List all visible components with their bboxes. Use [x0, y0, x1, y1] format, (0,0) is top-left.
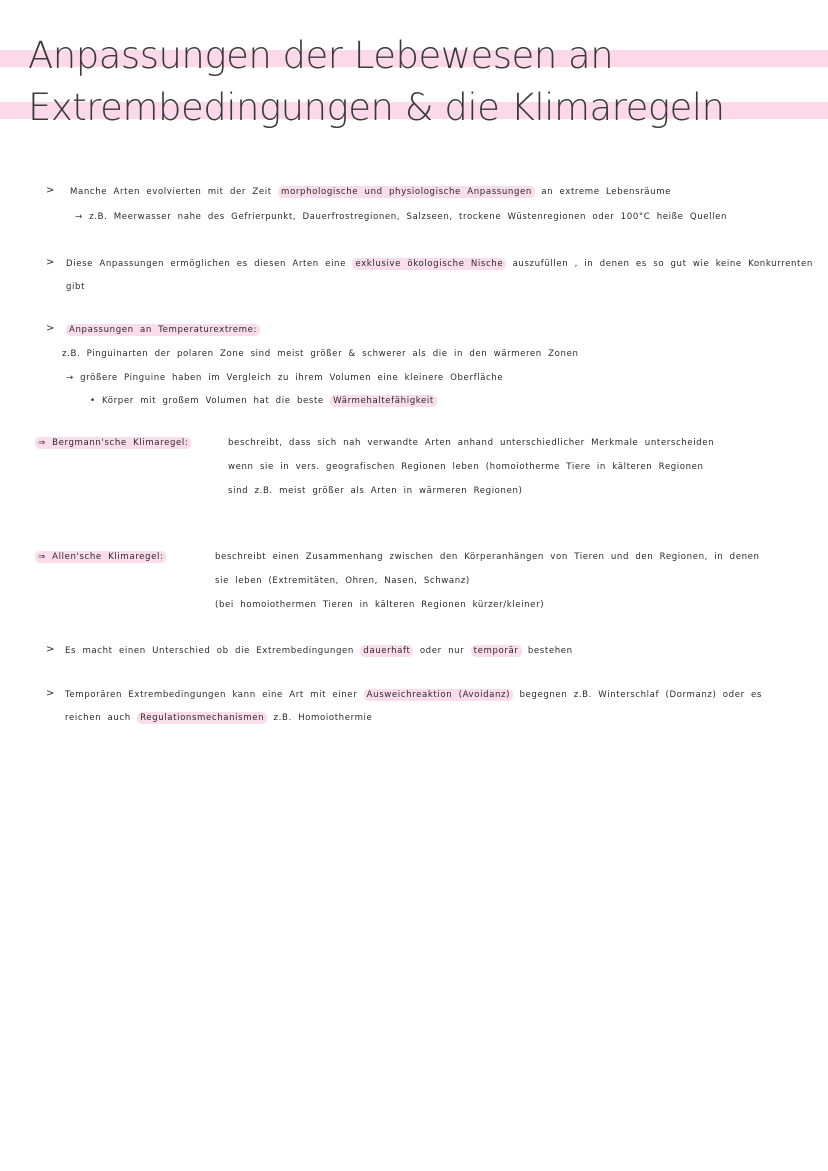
page-title-line-2: Extrembedingungen & die Klimaregeln: [28, 86, 725, 129]
note-text: → z.B. Meerwasser nahe des Gefrierpunkt, Dauerfrostregionen, Salzseen, trockene Wüstenregionen oder 100°C heiße Quellen: [75, 212, 728, 222]
note-text: Temporären Extrembedingungen kann eine Art mit einer: [65, 690, 364, 700]
note-text: (bei homoiothermen Tieren in kälteren Regionen kürzer/kleiner): [215, 600, 545, 610]
note-text: Es macht einen Unterschied ob die Extrembedingungen: [65, 646, 361, 656]
note-line: [228, 462, 704, 472]
note-text: wenn sie in vers. geografischen Regionen leben (homoiotherme Tiere in kälteren Regionen: [228, 462, 704, 472]
note-text: sind z.B. meist größer als Arten in wärmeren Regionen): [228, 486, 523, 496]
page-title-line-1: Anpassungen der Lebewesen an: [28, 34, 614, 77]
bullet-marker: >: [46, 688, 55, 699]
highlighted-text: Anpassungen an Temperaturextreme:: [66, 324, 260, 336]
note-text: auszufüllen , in denen es so gut wie keine Konkurrenten: [506, 259, 813, 269]
note-line: [65, 690, 762, 700]
note-line: [90, 396, 437, 406]
note-text: sie leben (Extremitäten, Ohren, Nasen, Schwanz): [215, 576, 470, 586]
highlighted-text: temporär: [471, 645, 522, 657]
note-line: [62, 349, 579, 359]
note-line: [66, 373, 503, 383]
bullet-marker: >: [46, 185, 55, 196]
bullet-marker: >: [46, 257, 55, 268]
note-line: [66, 282, 85, 292]
note-text: Diese Anpassungen ermöglichen es diesen Arten eine: [66, 259, 353, 269]
highlighted-text: dauerhaft: [360, 645, 413, 657]
highlighted-text: ⇒ Allen'sche Klimaregel:: [35, 551, 166, 563]
note-text: → größere Pinguine haben im Vergleich zu ihrem Volumen eine kleinere Oberfläche: [66, 373, 504, 383]
note-text: beschreibt, dass sich nah verwandte Arten anhand unterschiedlicher Merkmale unterscheiden: [228, 438, 715, 448]
note-line: [65, 646, 573, 656]
note-text: an extreme Lebensräume: [534, 187, 672, 197]
note-line: [70, 187, 671, 197]
note-text: • Körper mit großem Volumen hat die beste: [90, 396, 331, 406]
highlighted-text: morphologische und physiologische Anpassungen: [278, 186, 535, 198]
note-text: bestehen: [521, 646, 573, 656]
note-text: oder nur: [413, 646, 471, 656]
note-line: [75, 212, 727, 222]
note-text: begegnen z.B. Winterschlaf (Dormanz) oder es: [513, 690, 763, 700]
note-text: beschreibt einen Zusammenhang zwischen den Körperanhängen von Tieren und den Regionen, in denen: [215, 552, 760, 562]
note-line: [35, 438, 191, 448]
highlighted-text: Wärmehaltefähigkeit: [330, 395, 437, 407]
note-line: [35, 552, 166, 562]
highlighted-text: ⇒ Bergmann'sche Klimaregel:: [35, 437, 191, 449]
note-text: gibt: [66, 282, 86, 292]
note-text: reichen auch: [65, 713, 138, 723]
note-line: [215, 576, 470, 586]
note-line: [65, 713, 372, 723]
note-text: Manche Arten evolvierten mit der Zeit: [70, 187, 279, 197]
highlighted-text: Ausweichreaktion (Avoidanz): [364, 689, 513, 701]
highlighted-text: Regulationsmechanismen: [137, 712, 267, 724]
note-line: [215, 600, 544, 610]
note-line: [228, 438, 714, 448]
highlighted-text: exklusive ökologische Nische: [352, 258, 506, 270]
bullet-marker: >: [46, 323, 55, 334]
note-line: [228, 486, 522, 496]
note-text: z.B. Homoiothermie: [267, 713, 373, 723]
bullet-marker: >: [46, 644, 55, 655]
note-line: [66, 325, 260, 335]
note-line: [215, 552, 760, 562]
note-text: z.B. Pinguinarten der polaren Zone sind meist größer & schwerer als die in den wärmeren Zonen: [62, 349, 579, 359]
note-line: [66, 259, 813, 269]
